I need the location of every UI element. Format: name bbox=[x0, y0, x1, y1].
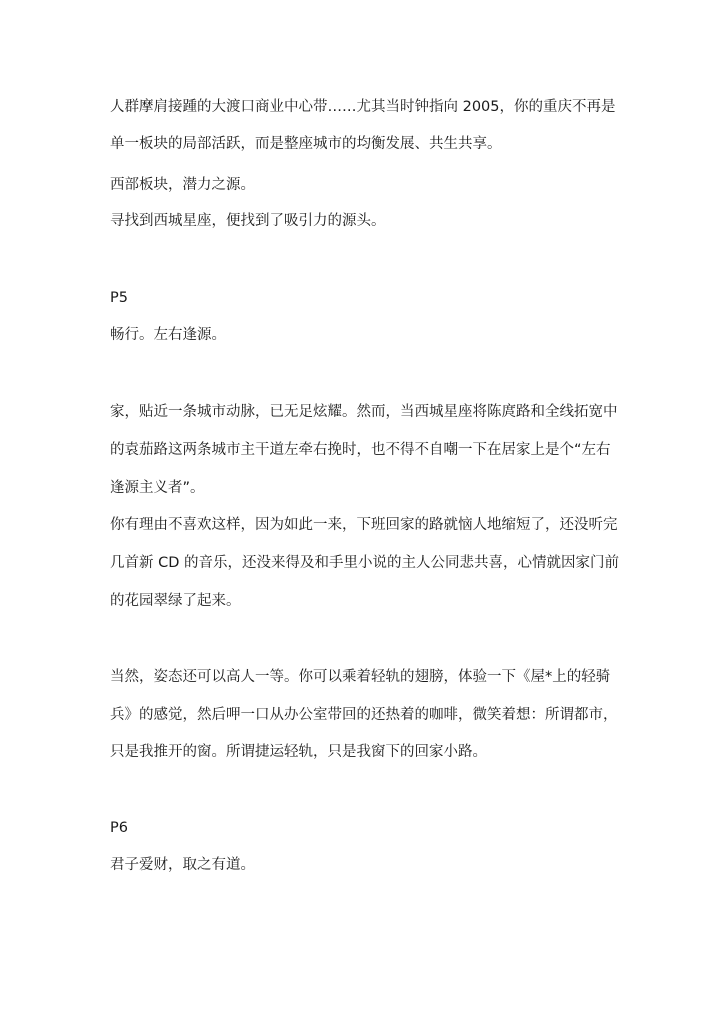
paragraph-line: 畅行。左右逢源。 bbox=[110, 327, 226, 343]
paragraph-line: 逢源主义者”。 bbox=[110, 480, 205, 496]
section-heading-p6: P6 bbox=[110, 820, 128, 836]
paragraph-line: 的袁茄路这两条城市主干道左牵右挽时，也不得不自嘲一下在居家上是个“左右 bbox=[110, 442, 611, 458]
paragraph-line: 几首新 CD 的音乐，还没来得及和手里小说的主人公同悲共喜，心情就因家门前 bbox=[110, 555, 620, 571]
paragraph-line: 当然，姿态还可以高人一等。你可以乘着轻轨的翅膀，体验一下《屋*上的轻骑 bbox=[110, 669, 611, 685]
paragraph-line: 的花园翠绿了起来。 bbox=[110, 593, 241, 609]
paragraph-line: 你有理由不喜欢这样，因为如此一来，下班回家的路就恼人地缩短了，还没听完 bbox=[110, 517, 618, 533]
paragraph-line: 兵》的感觉，然后呷一口从办公室带回的还热着的咖啡，微笑着想：所谓都市， bbox=[110, 707, 618, 723]
paragraph-line: 君子爱财，取之有道。 bbox=[110, 857, 255, 873]
paragraph-line: 家，贴近一条城市动脉，已无足炫耀。然而，当西城星座将陈庹路和全线拓宽中 bbox=[110, 404, 618, 420]
paragraph-line: 单一板块的局部活跃，而是整座城市的均衡发展、共生共享。 bbox=[110, 136, 502, 152]
paragraph-line: 人群摩肩接踵的大渡口商业中心带……尤其当时钟指向 2005，你的重庆不再是 bbox=[110, 99, 616, 115]
paragraph-line: 西部板块，潜力之源。 bbox=[110, 177, 255, 193]
paragraph-line: 寻找到西城星座，便找到了吸引力的源头。 bbox=[110, 213, 386, 229]
paragraph-line: 只是我推开的窗。所谓捷运轻轨，只是我窗下的回家小路。 bbox=[110, 744, 487, 760]
section-heading-p5: P5 bbox=[110, 290, 128, 306]
